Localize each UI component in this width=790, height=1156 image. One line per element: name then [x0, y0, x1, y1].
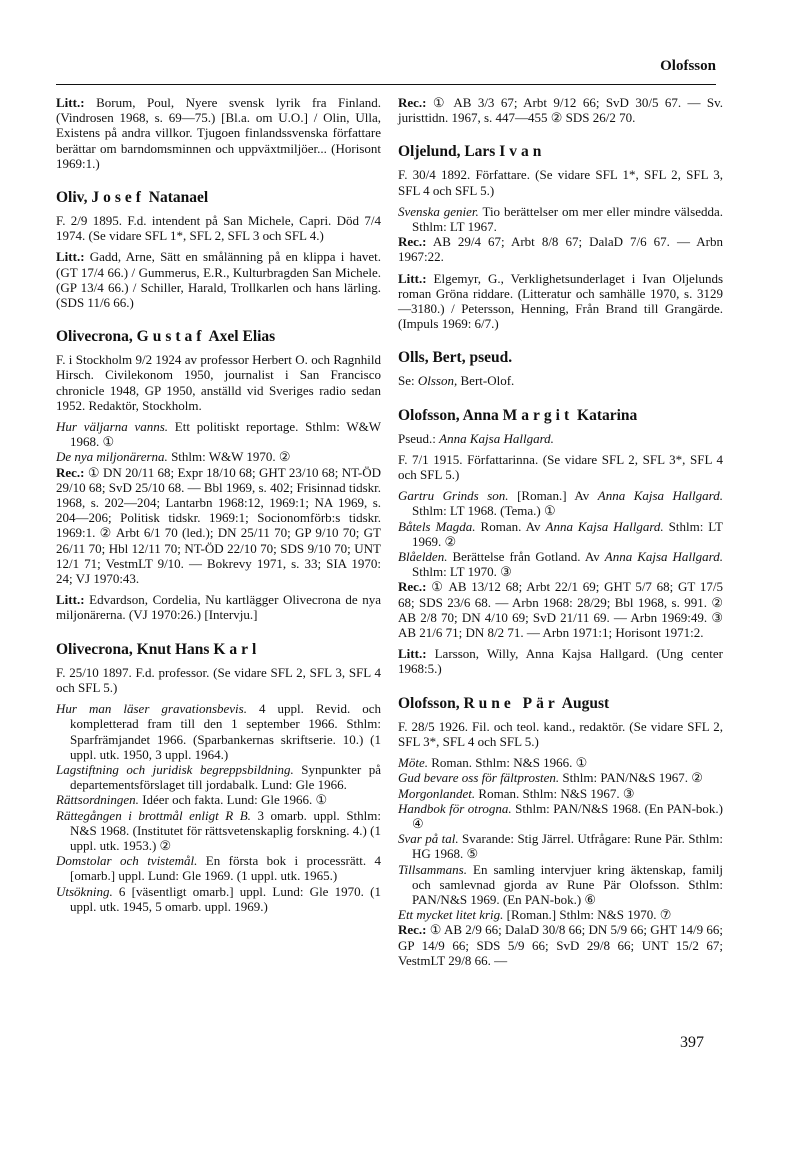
entry-paragraph: Rec.: ① AB 3/3 67; Arbt 9/12 66; SvD 30/5 67. — Sv. juristtidn. 1967, s. 447—455 ② SDS 26/2 70.	[398, 95, 723, 126]
work-entry: Rättsordningen. Idéer och fakta. Lund: Gle 1966. ①	[56, 792, 328, 808]
entry-paragraph: F. i Stockholm 9/2 1924 av professor Herbert O. och Ragnhild Hirsch. Civilekonom 1950, journalist i San Francisco chronicle 1948, GP 1950, anställd vid Sveriges radio sedan 1952. Redaktör, Stockholm.	[56, 352, 381, 413]
entry-paragraph: F. 2/9 1895. F.d. intendent på San Michele, Capri. Död 7/4 1974. (Se vidare SFL 1*, SFL 2, SFL 3 och SFL 4.)	[56, 213, 381, 244]
entry-paragraph: Litt.: Gadd, Arne, Sätt en smålänning på en klippa i havet. (GT 17/4 66.) / Gummerus, E.R., Kulturbragden San Michele. (GP 13/4 66.) / Schiller, Harald, Trollkarlen och hans lärling. (SDS 11/6 66.)	[56, 249, 381, 311]
entry-paragraph: Litt.: Larsson, Willy, Anna Kajsa Hallgard. (Ung center 1968:5.)	[398, 646, 723, 677]
work-entry: Gartru Grinds son. [Roman.] Av Anna Kajsa Hallgard. Sthlm: LT 1968. (Tema.) ①	[398, 488, 723, 519]
work-entry: Domstolar och tvistemål. En första bok i processrätt. 4 [omarb.] uppl. Lund: Gle 1969. (1 uppl. utk. 1965.)	[56, 853, 381, 884]
entry-heading: Olivecrona, Knut Hans Karl	[56, 640, 261, 658]
entry-paragraph: Litt.: Edvardson, Cordelia, Nu kartlägger Olivecrona de nya miljonärerna. (VJ 1970:26.) [Intervju.]	[56, 592, 381, 623]
work-entry: Morgonlandet. Roman. Sthlm: N&S 1967. ③	[398, 785, 635, 801]
work-entry: Utsökning. 6 [väsentligt omarb.] uppl. Lund: Gle 1970. (1 uppl. utk. 1945, 5 omarb. uppl. 1969.)	[56, 883, 381, 914]
entry-heading: Olofsson, Rune Pär August	[398, 694, 610, 712]
entry-paragraph: F. 28/5 1926. Fil. och teol. kand., redaktör. (Se vidare SFL 2, SFL 3*, SFL 4 och SFL 5.)	[398, 718, 723, 749]
work-entry: Svar på tal. Svarande: Stig Järrel. Utfrågare: Rune Pär. Sthlm: HG 1968. ⑤	[398, 831, 723, 862]
work-entry: De nya miljonärerna. Sthlm: W&W 1970. ②	[56, 449, 291, 465]
right-column	[398, 95, 723, 974]
work-entry: Blåelden. Berättelse från Gotland. Av Anna Kajsa Hallgard. Sthlm: LT 1970. ③	[398, 549, 723, 580]
entry-paragraph: Rec.: ① AB 13/12 68; Arbt 22/1 69; GHT 5/7 68; GT 17/5 68; SDS 23/6 68. — Arbn 1968: 28/29; Bbl 1968, s. 991. ② AB 2/8 70; DN 4/10 69; SvD 21/11 69. — Arbn 1969:49. ③ AB 21/6 71; DN 8/2 71. — Arbn 1971:1; Horisont 1971:2.	[398, 579, 723, 641]
work-entry: Gud bevare oss för fältprosten. Sthlm: PAN/N&S 1967. ②	[398, 770, 703, 786]
running-head-title: Olofsson	[660, 58, 716, 74]
work-entry: Båtels Magda. Roman. Av Anna Kajsa Hallgard. Sthlm: LT 1969. ②	[398, 518, 723, 549]
work-entry: Handbok för otrogna. Sthlm: PAN/N&S 1968. (En PAN-bok.) ④	[398, 800, 723, 831]
entry-paragraph: Rec.: ① AB 2/9 66; DalaD 30/8 66; DN 5/9 66; GHT 14/9 66; GP 14/9 66; SDS 5/9 66; SvD 29/8 66; UNT 15/2 67; VestmLT 29/8 66. —	[398, 922, 723, 968]
entry-paragraph: Rec.: ① DN 20/11 68; Expr 18/10 68; GHT 23/10 68; NT-ÖD 29/10 68; SvD 25/10 68. — Bbl 1969, s. 402; Frisinnad tidskr. 1968, s. 202—204; Lantarbn 1968:12, 1969:1; NA 1969, s. 204—206; Politisk tidskr. 1969:1; Socionomförb:s tidskr. 1969:1. ② Arbt 6/1 70 (led.); DN 25/11 70; GP 9/10 70; GT 26/11 70; Hbl 12/11 70; NT-ÖD 22/10 70; SDS 9/10 70; UNT 12/1 71; VestmLT 9/10. — Bokrevy 1971, s. 33; SIA 1970: 24; VJ 1970:43.	[56, 464, 381, 587]
entry-paragraph: Litt.: Elgemyr, G., Verklighetsunderlaget i Ivan Oljelunds roman Gröna riddare. (Litteratur och samhälle 1970, s. 3129—3180.) / Petersson, Henning, Från Brand till Grangärde. (Impuls 1969: 6/7.)	[398, 270, 723, 332]
entry-heading: Olivecrona, Gustaf Axel Elias	[56, 328, 276, 346]
work-entry: Hur man läser gravationsbevis. 4 uppl. Revid. och kompletterad fram till den 1 september 1966. Sthlm: Sparfrämjandet 1966. (Sparbankernas skriftserie. 10.) (1 uppl. utk. 1950, 3 uppl. 1964.)	[56, 701, 381, 762]
entry-paragraph: Pseud.: Anna Kajsa Hallgard.	[398, 430, 554, 446]
entry-paragraph: Litt.: Borum, Poul, Nyere svensk lyrik fra Finland. (Vindrosen 1968, s. 69—75.) [Bl.a. om U.O.] / Olin, Ulla, Existens på andra villkor. Tjugoen finlandssvenska författare berättar om barndomsminnen och uppväxtmiljöer... (Horisont 1969:1.)	[56, 95, 381, 171]
work-entry: Lagstiftning och juridisk begreppsbildning. Synpunkter på departementsförslaget till jordabalk. Lund: Gle 1966.	[56, 761, 381, 793]
page-number: 397	[680, 1034, 704, 1051]
entry-heading: Oliv, Josef Natanael	[56, 189, 209, 207]
work-entry: Svenska genier. Tio berättelser om mer eller mindre välsedda. Sthlm: LT 1967.	[398, 203, 724, 235]
work-entry: Hur väljarna vanns. Ett politiskt reportage. Sthlm: W&W 1968. ①	[56, 419, 381, 450]
running-header	[56, 56, 716, 85]
entry-heading: Oljelund, Lars Ivan	[398, 143, 546, 161]
entry-paragraph: Se: Olsson, Bert-Olof.	[398, 373, 515, 389]
left-column	[56, 95, 381, 920]
entry-paragraph: F. 25/10 1897. F.d. professor. (Se vidare SFL 2, SFL 3, SFL 4 och SFL 5.)	[56, 664, 381, 695]
entry-paragraph: F. 30/4 1892. Författare. (Se vidare SFL 1*, SFL 2, SFL 3, SFL 4 och SFL 5.)	[398, 167, 723, 198]
work-entry: Tillsammans. En samling intervjuer kring äktenskap, familj och samlevnad gjorda av Rune Pär Olofsson. Sthlm: PAN/N&S 1969. (En PAN-bok.) ⑥	[398, 861, 723, 907]
entry-heading: Olls, Bert, pseud.	[398, 349, 513, 367]
work-entry: Rättegången i brottmål enligt R B. 3 omarb. uppl. Sthlm: N&S 1968. (Institutet för rättsvetenskaplig forskning. 4.) (1 uppl. utk. 1953.) ②	[56, 807, 381, 853]
entry-heading: Olofsson, Anna Margit Katarina	[398, 406, 638, 424]
entry-paragraph: Rec.: AB 29/4 67; Arbt 8/8 67; DalaD 7/6 67. — Arbn 1967:22.	[398, 234, 723, 265]
entry-paragraph: F. 7/1 1915. Författarinna. (Se vidare SFL 2, SFL 3*, SFL 4 och SFL 5.)	[398, 451, 723, 483]
work-entry: Möte. Roman. Sthlm: N&S 1966. ①	[398, 755, 588, 771]
work-entry: Ett mycket litet krig. [Roman.] Sthlm: N&S 1970. ⑦	[398, 907, 672, 923]
